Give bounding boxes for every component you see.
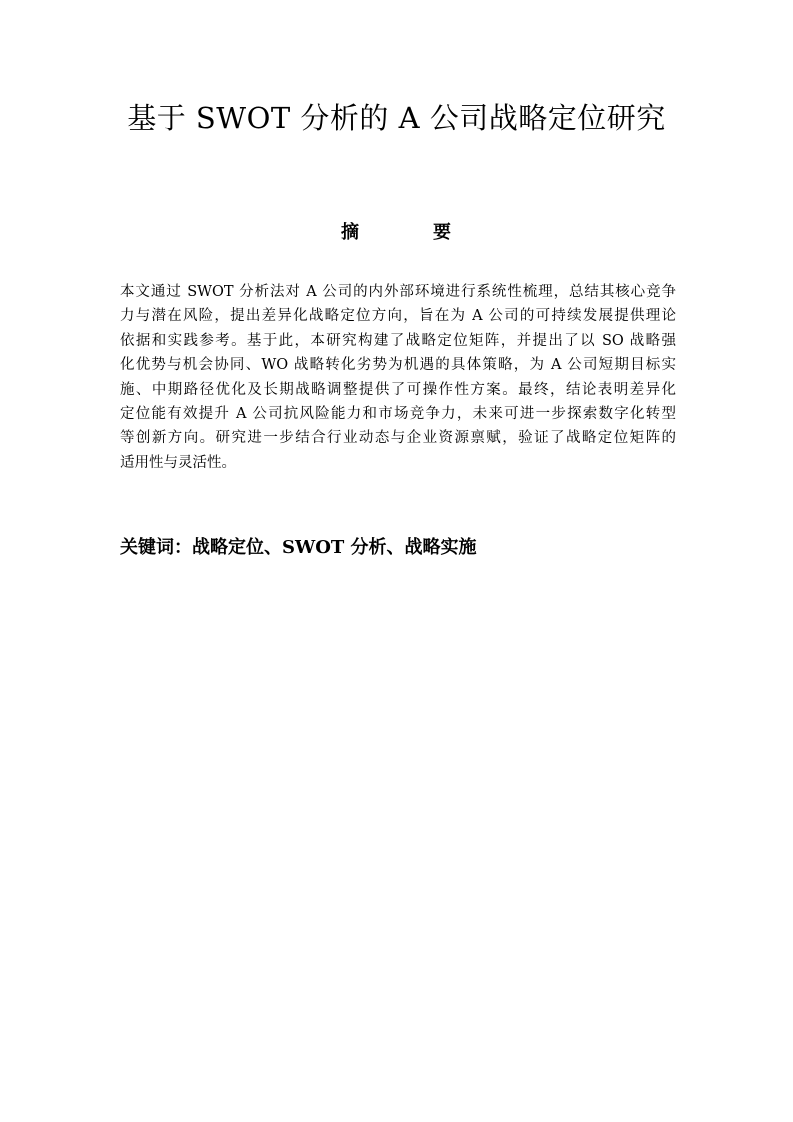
abstract-line: 本文通过 SWOT 分析法对 A 公司的内外部环境进行系统性梳理，总结其核心竞争 — [120, 284, 676, 300]
abstract-line: 适用性与灵活性。 — [120, 454, 236, 471]
paper-title: 基于 SWOT 分析的 A 公司战略定位研究 — [127, 101, 666, 135]
abstract-line: 力与潜在风险，提出差异化战略定位方向，旨在为 A 公司的可持续发展提供理论 — [120, 308, 676, 325]
keywords-value: 战略定位、SWOT 分析、战略实施 — [192, 537, 477, 558]
abstract-body — [120, 280, 676, 475]
abstract-line: 化优势与机会协同、WO 战略转化劣势为机遇的具体策略，为 A 公司短期目标实 — [120, 357, 676, 374]
abstract-heading — [0, 218, 793, 248]
keywords — [120, 534, 477, 562]
abstract-heading-char-1: 摘 — [341, 222, 359, 243]
abstract-heading-char-2: 要 — [433, 222, 451, 243]
abstract-line: 依据和实践参考。基于此，本研究构建了战略定位矩阵，并提出了以 SO 战略强 — [120, 332, 676, 349]
abstract-line: 定位能有效提升 A 公司抗风险能力和市场竞争力，未来可进一步探索数字化转型 — [120, 406, 676, 423]
keywords-label: 关键词： — [120, 537, 192, 558]
abstract-line: 施、中期路径优化及长期战略调整提供了可操作性方案。最终，结论表明差异化 — [120, 381, 676, 398]
abstract-line: 等创新方向。研究进一步结合行业动态与企业资源禀赋，验证了战略定位矩阵的 — [120, 430, 676, 447]
